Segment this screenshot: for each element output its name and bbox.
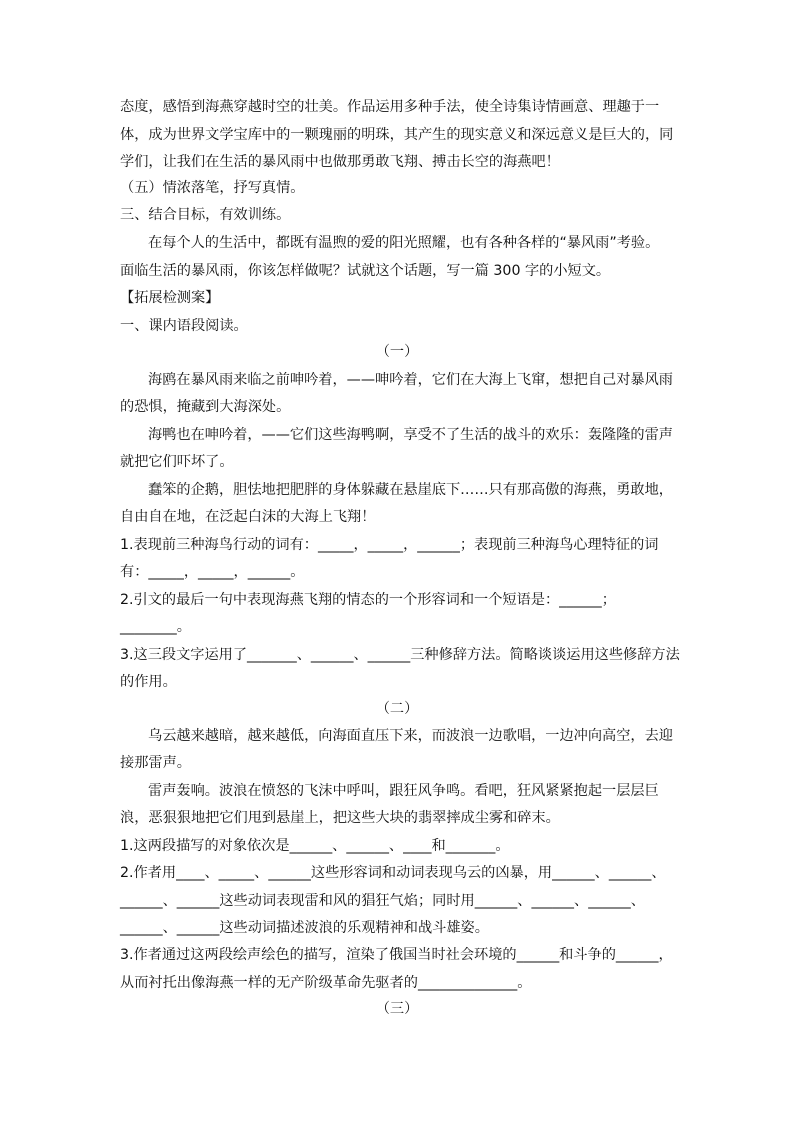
text-line: 乌云越来越暗，越来越低，向海面直压下来，而波浪一边歌唱，一边冲向高空，去迎	[148, 728, 673, 744]
text-line: 的恐惧，掩藏到大海深处。	[120, 399, 291, 415]
subsection-number: （一）	[375, 344, 419, 360]
question-line: 3.这三段文字运用了_______、______、______三种修辞方法。简略谈谈运用这些修辞方法	[120, 647, 680, 663]
text-line: 蠢笨的企鹅，胆怯地把肥胖的身体躲藏在悬崖底下……只有那高傲的海燕，勇敢地，	[148, 482, 673, 498]
question-line: 从而衬托出像海燕一样的无产阶级革命先驱者的______________。	[120, 975, 532, 991]
question-line: 的作用。	[120, 674, 177, 690]
question-line: 有：_____，_____，______。	[120, 564, 305, 580]
question-line: 2.作者用____、_____、______这些形容词和动词表现乌云的凶暴，用______、______、	[120, 865, 666, 881]
text-line: 海鸭也在呻吟着，——它们这些海鸭啊，享受不了生活的战斗的欢乐：轰隆隆的雷声	[148, 427, 673, 443]
text-line: 在每个人的生活中，都既有温煦的爱的阳光照耀，也有各种各样的“暴风雨”考验。	[148, 235, 660, 251]
text-line: 就把它们吓坏了。	[120, 454, 234, 470]
text-line: 自由自在地，在泛起白沫的大海上飞翔！	[120, 509, 376, 525]
question-line: ______、______这些动词表现雷和风的猖狂气焰；同时用______、______、______、	[120, 893, 645, 909]
text-line: 浪，恶狠狠地把它们甩到悬崖上，把这些大块的翡翠摔成尘雾和碎末。	[120, 810, 560, 826]
text-line: 海鸥在暴风雨来临之前呻吟着，——呻吟着，它们在大海上飞窜，想把自己对暴风雨	[148, 372, 673, 388]
section-heading: 三、结合目标，有效训练。	[120, 207, 291, 223]
question-line: 2.引文的最后一句中表现海燕飞翔的情态的一个形容词和一个短语是：______；	[120, 592, 616, 608]
subsection-number: （二）	[375, 701, 419, 717]
section-heading: （五）情浓落笔，抒写真情。	[120, 180, 305, 196]
text-line: 学们，让我们在生活的暴风雨中也做那勇敢飞翔、搏击长空的海燕吧！	[120, 154, 560, 170]
text-line: 态度，感悟到海燕穿越时空的壮美。作品运用多种手法，使全诗集诗情画意、理趣于一	[120, 99, 660, 115]
text-line: 接那雷声。	[120, 755, 191, 771]
question-line: 1.这两段描写的对象依次是______、______、____和_______。	[120, 838, 510, 854]
section-heading: 【拓展检测案】	[120, 290, 220, 306]
question-line: 1.表现前三种海鸟行动的词有：_____，_____，______；表现前三种海鸟心理特征的词	[120, 537, 659, 553]
question-line: ______、______这些动词描述波浪的乐观精神和战斗雄姿。	[120, 920, 489, 936]
question-line: ________。	[120, 619, 191, 635]
text-line: 体，成为世界文学宝库中的一颗瑰丽的明珠，其产生的现实意义和深远意义是巨大的，同	[120, 127, 674, 143]
text-line: 面临生活的暴风雨，你该怎样做呢？试就这个话题，写一篇 300 字的小短文。	[120, 263, 611, 279]
question-line: 3.作者通过这两段绘声绘色的描写，渲染了俄国当时社会环境的______和斗争的______，	[120, 947, 673, 963]
section-heading: 一、课内语段阅读。	[120, 318, 248, 334]
text-line: 雷声轰响。波浪在愤怒的飞沫中呼叫，跟狂风争鸣。看吧，狂风紧紧抱起一层层巨	[148, 783, 659, 799]
subsection-number: （三）	[375, 1001, 419, 1017]
